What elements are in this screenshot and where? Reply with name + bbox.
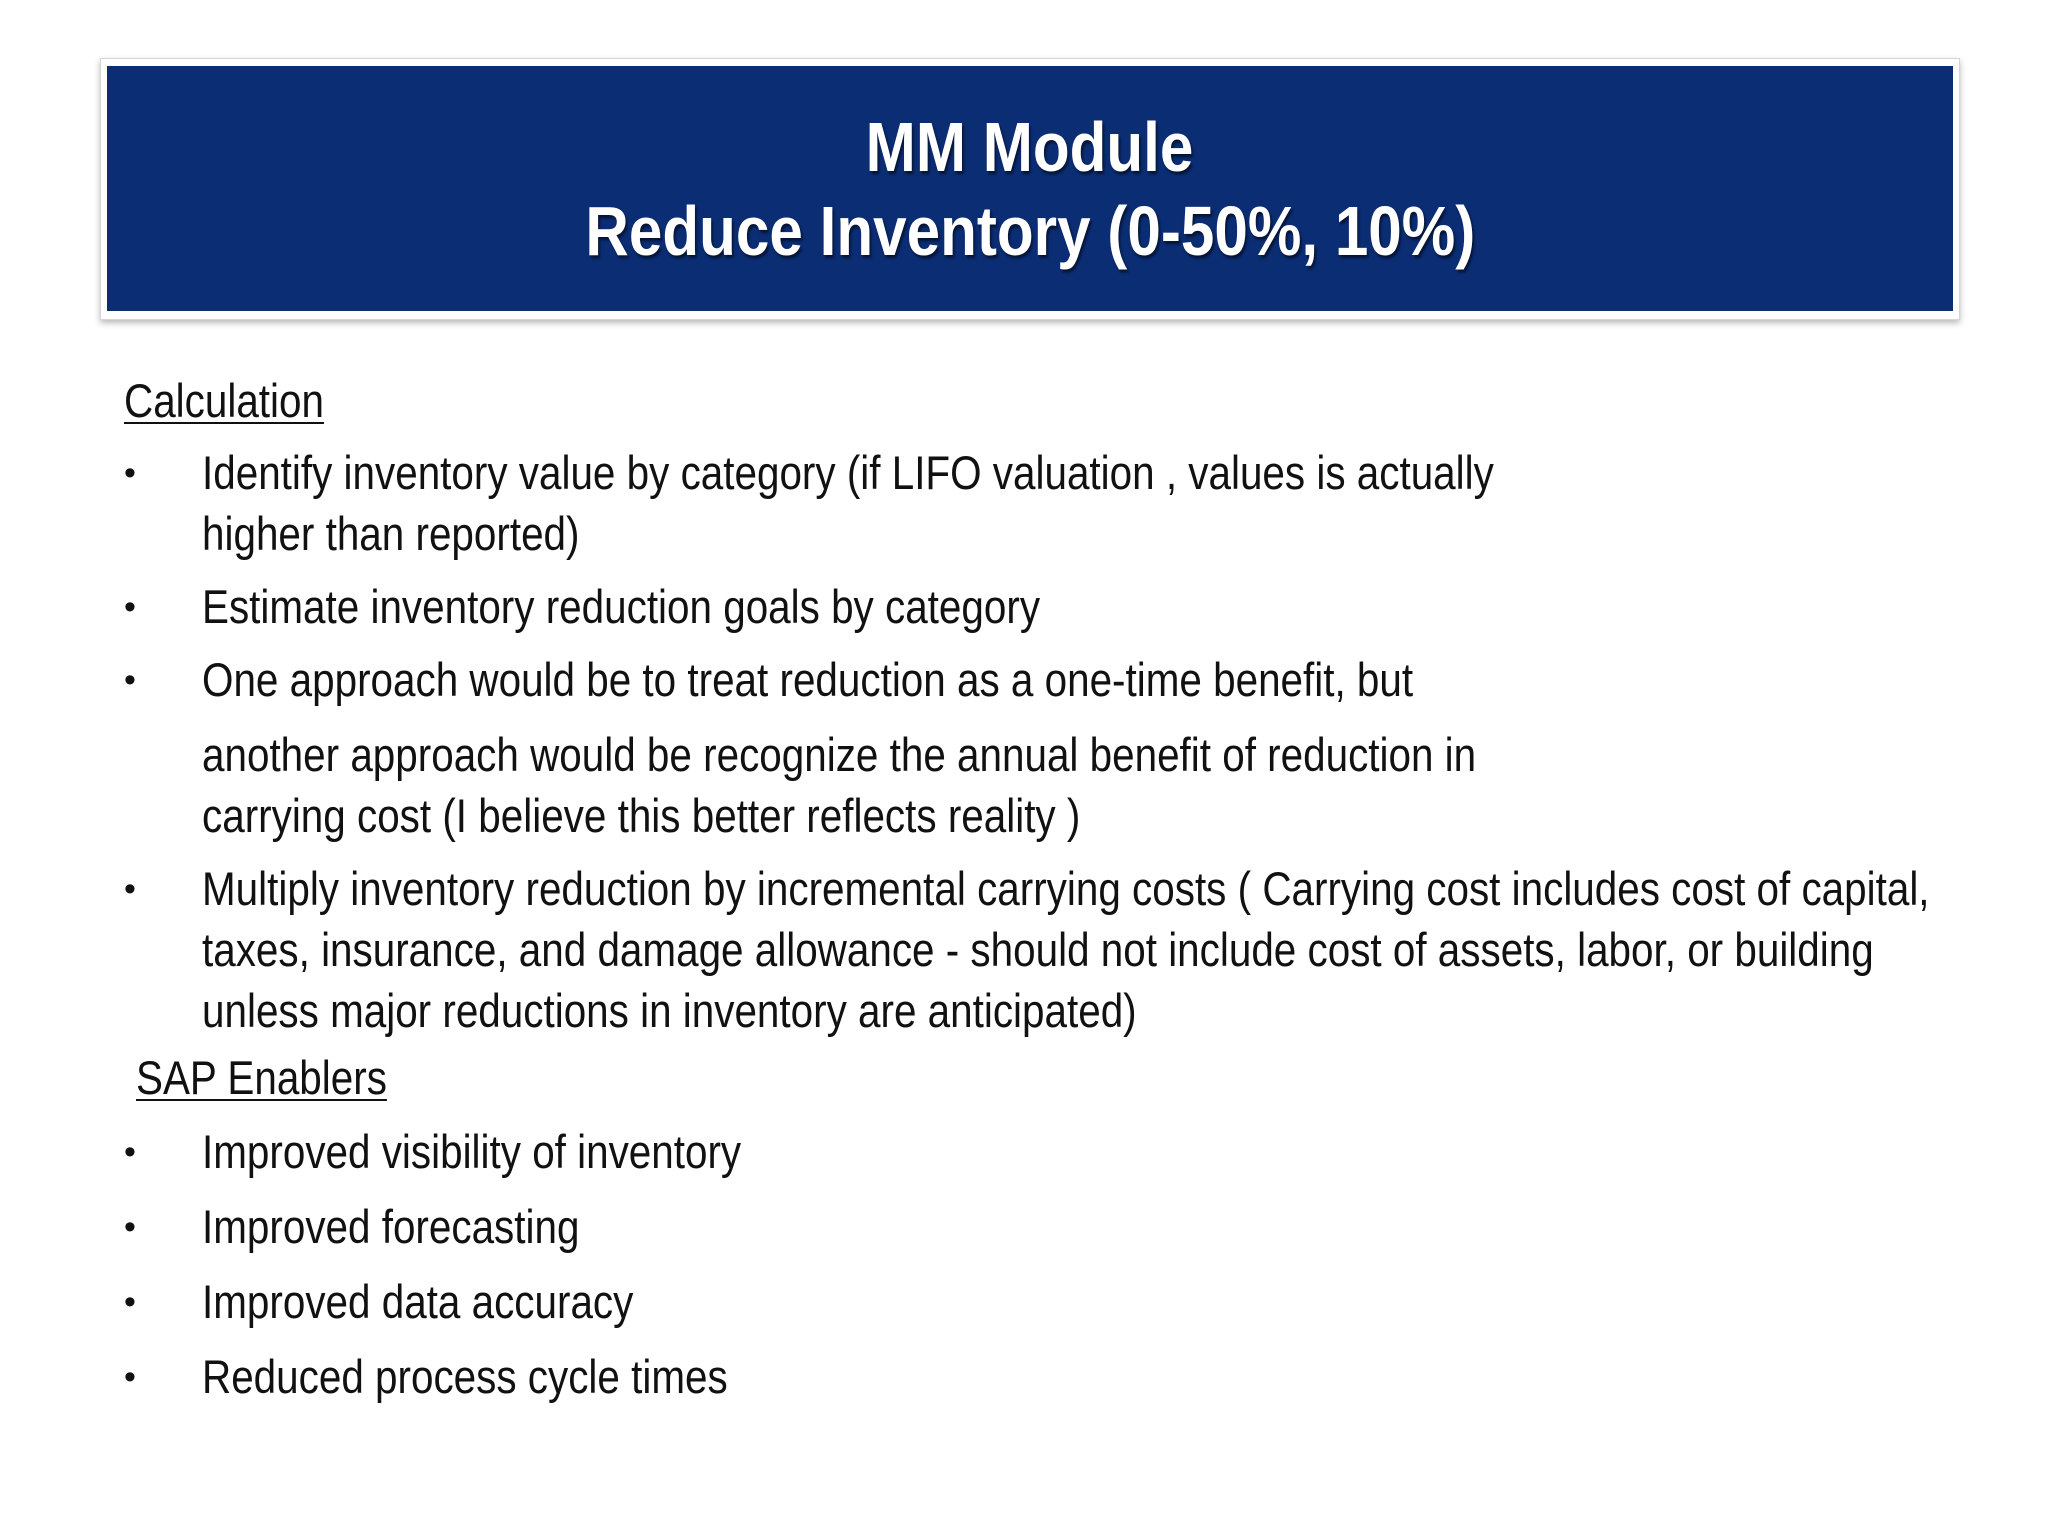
calculation-bullet-1 bbox=[124, 442, 1964, 564]
sap-enablers-heading: SAP Enablers bbox=[136, 1051, 387, 1104]
calculation-bullet-list bbox=[124, 442, 1964, 710]
calculation-bullet-2 bbox=[124, 576, 1964, 637]
bullet-icon: • bbox=[124, 1133, 136, 1171]
sap-enabler-bullet-3 bbox=[124, 1271, 1964, 1332]
bullet-icon: • bbox=[124, 1208, 136, 1246]
sap-enabler-text: Reduced process cycle times bbox=[202, 1350, 728, 1403]
calculation-bullet-4 bbox=[124, 858, 1964, 1041]
bullet-icon: • bbox=[124, 1283, 136, 1321]
bullet-icon: • bbox=[124, 661, 136, 699]
calculation-bullet-list-2 bbox=[124, 858, 1964, 1041]
title-line-2: Reduce Inventory (0-50%, 10%) bbox=[585, 191, 1475, 270]
sap-enabler-text: Improved data accuracy bbox=[202, 1275, 634, 1328]
title-band bbox=[107, 66, 1953, 311]
calculation-continuation-text: another approach would be recognize the annual benefit of reduction in carrying cost (I believe this better reflects reality ) bbox=[202, 728, 1477, 842]
bullet-icon: • bbox=[124, 588, 136, 626]
sap-enabler-text: Improved visibility of inventory bbox=[202, 1125, 742, 1178]
sap-enabler-text: Improved forecasting bbox=[202, 1200, 580, 1253]
bullet-icon: • bbox=[124, 870, 136, 908]
sap-enabler-bullet-2 bbox=[124, 1196, 1964, 1257]
bullet-icon: • bbox=[124, 454, 136, 492]
calculation-bullet-3 bbox=[124, 649, 1964, 710]
title-line-1: MM Module bbox=[866, 107, 1194, 186]
calculation-heading: Calculation bbox=[124, 374, 324, 427]
calculation-bullet-text: Identify inventory value by category (if LIFO valuation , values is actually higher than reported) bbox=[202, 446, 1494, 560]
sap-enablers-bullet-list bbox=[124, 1121, 1964, 1407]
sap-enabler-bullet-1 bbox=[124, 1121, 1964, 1182]
slide-body bbox=[124, 372, 1964, 1407]
title-banner bbox=[100, 58, 1960, 320]
bullet-icon: • bbox=[124, 1358, 136, 1396]
calculation-bullet-text: Multiply inventory reduction by incremental carrying costs ( Carrying cost includes cost of capital, taxes, insurance, and damage allowance - should not include cost of assets, labor, or building unless major reductions in inventory are anticipated) bbox=[202, 862, 1930, 1037]
sap-enabler-bullet-4 bbox=[124, 1346, 1964, 1407]
calculation-bullet-text: Estimate inventory reduction goals by category bbox=[202, 580, 1041, 633]
calculation-bullet-text: One approach would be to treat reduction as a one-time benefit, but bbox=[202, 653, 1414, 706]
